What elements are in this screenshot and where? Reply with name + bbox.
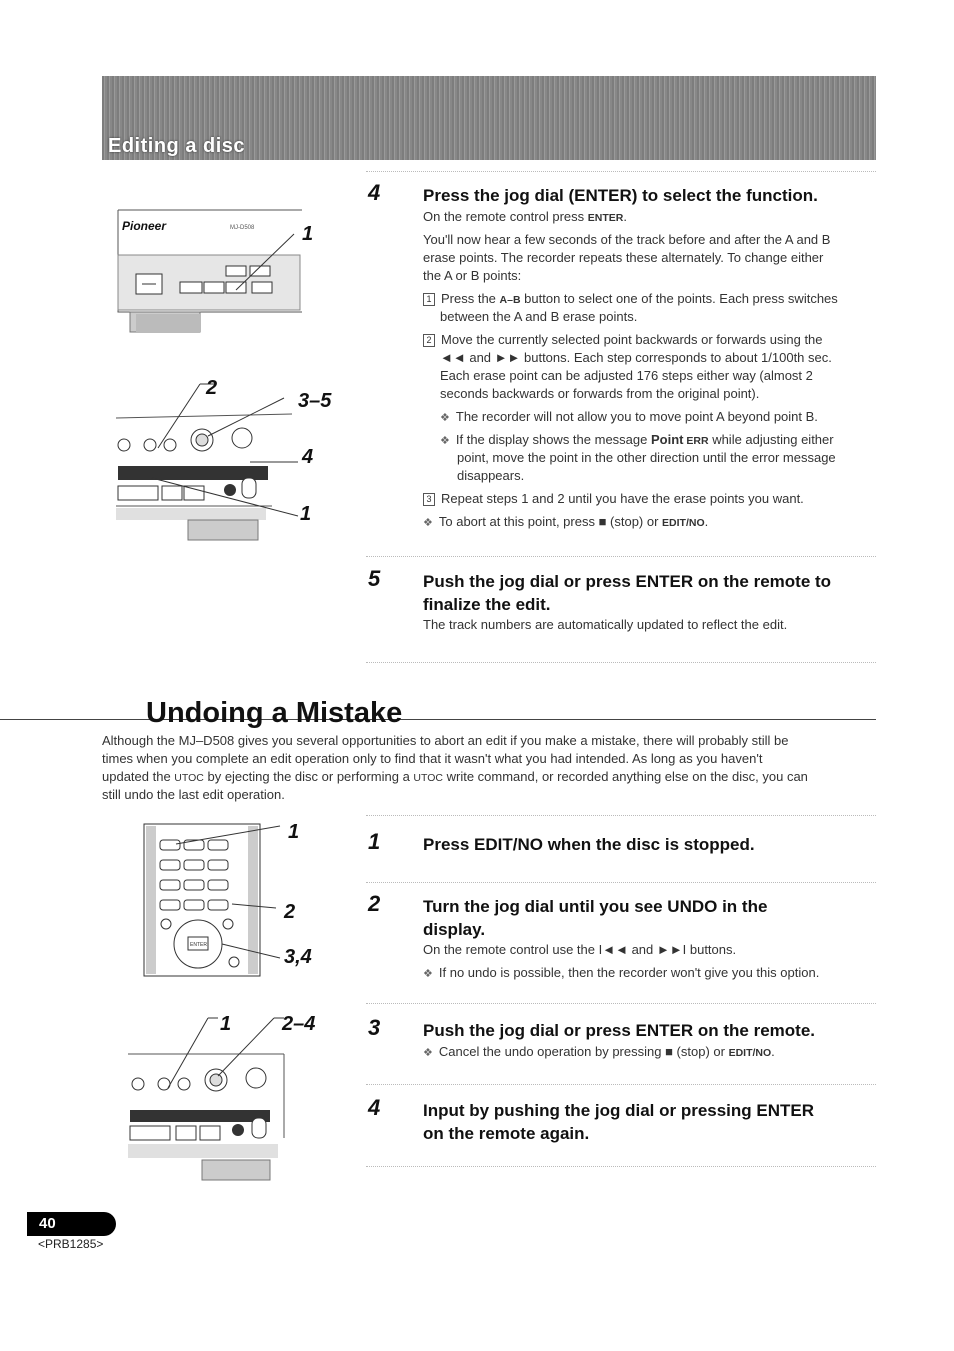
step-heading: finalize the edit. xyxy=(423,595,551,614)
step-number: 3 xyxy=(368,1015,381,1040)
list-item-cont: Each erase point can be adjusted 176 steps either way (almost 2 xyxy=(440,368,813,383)
intro-text: still undo the last edit operation. xyxy=(102,787,285,802)
step-heading: Press EDIT/NO when the disc is stopped. xyxy=(423,835,755,854)
callout-number: 2 xyxy=(206,377,218,399)
step-number: 2 xyxy=(368,891,381,916)
divider xyxy=(366,1084,876,1085)
step-heading: on the remote again. xyxy=(423,1124,590,1143)
step-text: On the remote control use the I◄◄ and ►►I buttons. xyxy=(423,942,737,957)
section-heading: Undoing a Mistake xyxy=(146,697,403,729)
step-number: 4 xyxy=(368,1095,381,1120)
divider xyxy=(366,882,876,883)
list-item-cont: ◄◄ and ►► buttons. Each step corresponds to about 1/100th sec. xyxy=(440,350,832,365)
callout-number: 3–5 xyxy=(298,390,332,412)
step-heading: Press the jog dial (ENTER) to select the function. xyxy=(423,186,818,205)
step-text: erase points. The recorder repeats these alternately. To change either xyxy=(423,250,824,265)
figure-remote-control xyxy=(138,820,338,980)
note-cont: disappears. xyxy=(457,468,525,483)
intro-text: Although the MJ–D508 gives you several opportunities to abort an edit if you make a mistake, there will probably still be xyxy=(102,733,789,748)
step-text: On the remote control press ENTER. xyxy=(423,209,627,224)
diamond-icon: ❖ xyxy=(423,968,433,980)
callout-number: 2 xyxy=(284,901,296,923)
note: ❖ The recorder will not allow you to move point A beyond point B. xyxy=(440,409,818,424)
callout-number: 1 xyxy=(302,223,314,245)
divider xyxy=(366,662,876,663)
diamond-icon: ❖ xyxy=(440,412,450,424)
step-heading: Push the jog dial or press ENTER on the remote. xyxy=(423,1021,816,1040)
callout-number: 1 xyxy=(220,1013,232,1035)
note: ❖ To abort at this point, press ■ (stop) or EDIT/NO. xyxy=(423,514,709,529)
list-item: 3 Repeat steps 1 and 2 until you have the erase points you want. xyxy=(423,490,804,508)
step-heading: display. xyxy=(423,920,486,939)
list-item-cont: between the A and B erase points. xyxy=(440,309,638,324)
intro-text: times when you complete an edit operation only to find that it wasn't what you had intended. As long as you haven't xyxy=(102,751,763,766)
divider xyxy=(366,556,876,557)
note: ❖ Cancel the undo operation by pressing ■ (stop) or EDIT/NO. xyxy=(423,1044,775,1059)
callout-number: 1 xyxy=(300,503,312,525)
figure-jog-dial-panel xyxy=(112,370,344,542)
page-number-badge: 40 xyxy=(27,1212,116,1236)
step-text: the A or B points: xyxy=(423,268,522,283)
section-title: Editing a disc xyxy=(108,135,246,157)
step-heading: Push the jog dial or press ENTER on the remote to xyxy=(423,572,832,591)
diamond-icon: ❖ xyxy=(423,1047,433,1059)
brand-logo: Pioneer xyxy=(122,219,167,233)
step-number: 5 xyxy=(368,566,381,591)
note-cont: point, move the point in the other direction until the error message xyxy=(457,450,836,465)
figure-front-panel xyxy=(112,200,342,340)
list-item-cont: seconds backwards or forwards from the original point). xyxy=(440,386,760,401)
divider xyxy=(366,171,876,172)
note: ❖ If the display shows the message Point ERR while adjusting either xyxy=(440,432,834,447)
diamond-icon: ❖ xyxy=(440,435,450,447)
panel-button xyxy=(204,282,224,293)
diamond-icon: ❖ xyxy=(423,517,433,529)
list-item: 1 Press the A–B button to select one of the points. Each press switches xyxy=(423,290,838,309)
step-heading: Input by pushing the jog dial or pressing ENTER xyxy=(423,1101,815,1120)
callout-number: 4 xyxy=(302,446,314,468)
figure-jog-dial-panel-undo xyxy=(124,1010,334,1182)
step-number: 1 xyxy=(368,829,381,854)
step-heading: Turn the jog dial until you see UNDO in the xyxy=(423,897,768,916)
heading-rule xyxy=(0,719,876,720)
document-code: <PRB1285> xyxy=(38,1237,104,1251)
model-label: MJ-D508 xyxy=(230,225,255,231)
divider xyxy=(366,1166,876,1167)
panel-button xyxy=(226,266,246,276)
callout-number: 3,4 xyxy=(284,946,312,968)
callout-number: 2–4 xyxy=(282,1013,316,1035)
list-item: 2 Move the currently selected point backwards or forwards using the xyxy=(423,331,823,349)
step-number: 4 xyxy=(368,180,381,205)
callout-number: 1 xyxy=(288,821,300,843)
intro-text: updated the UTOC by ejecting the disc or performing a UTOC write command, or recorded anything else on the disc, you can xyxy=(102,769,808,784)
panel-button xyxy=(180,282,202,293)
divider xyxy=(366,1003,876,1004)
note: ❖ If no undo is possible, then the recorder won't give you this option. xyxy=(423,965,820,980)
divider xyxy=(366,815,876,816)
step-text: You'll now hear a few seconds of the track before and after the A and B xyxy=(423,232,831,247)
enter-key-label: ENTER xyxy=(190,942,207,948)
panel-button xyxy=(252,282,272,293)
step-text: The track numbers are automatically updated to reflect the edit. xyxy=(423,617,788,632)
